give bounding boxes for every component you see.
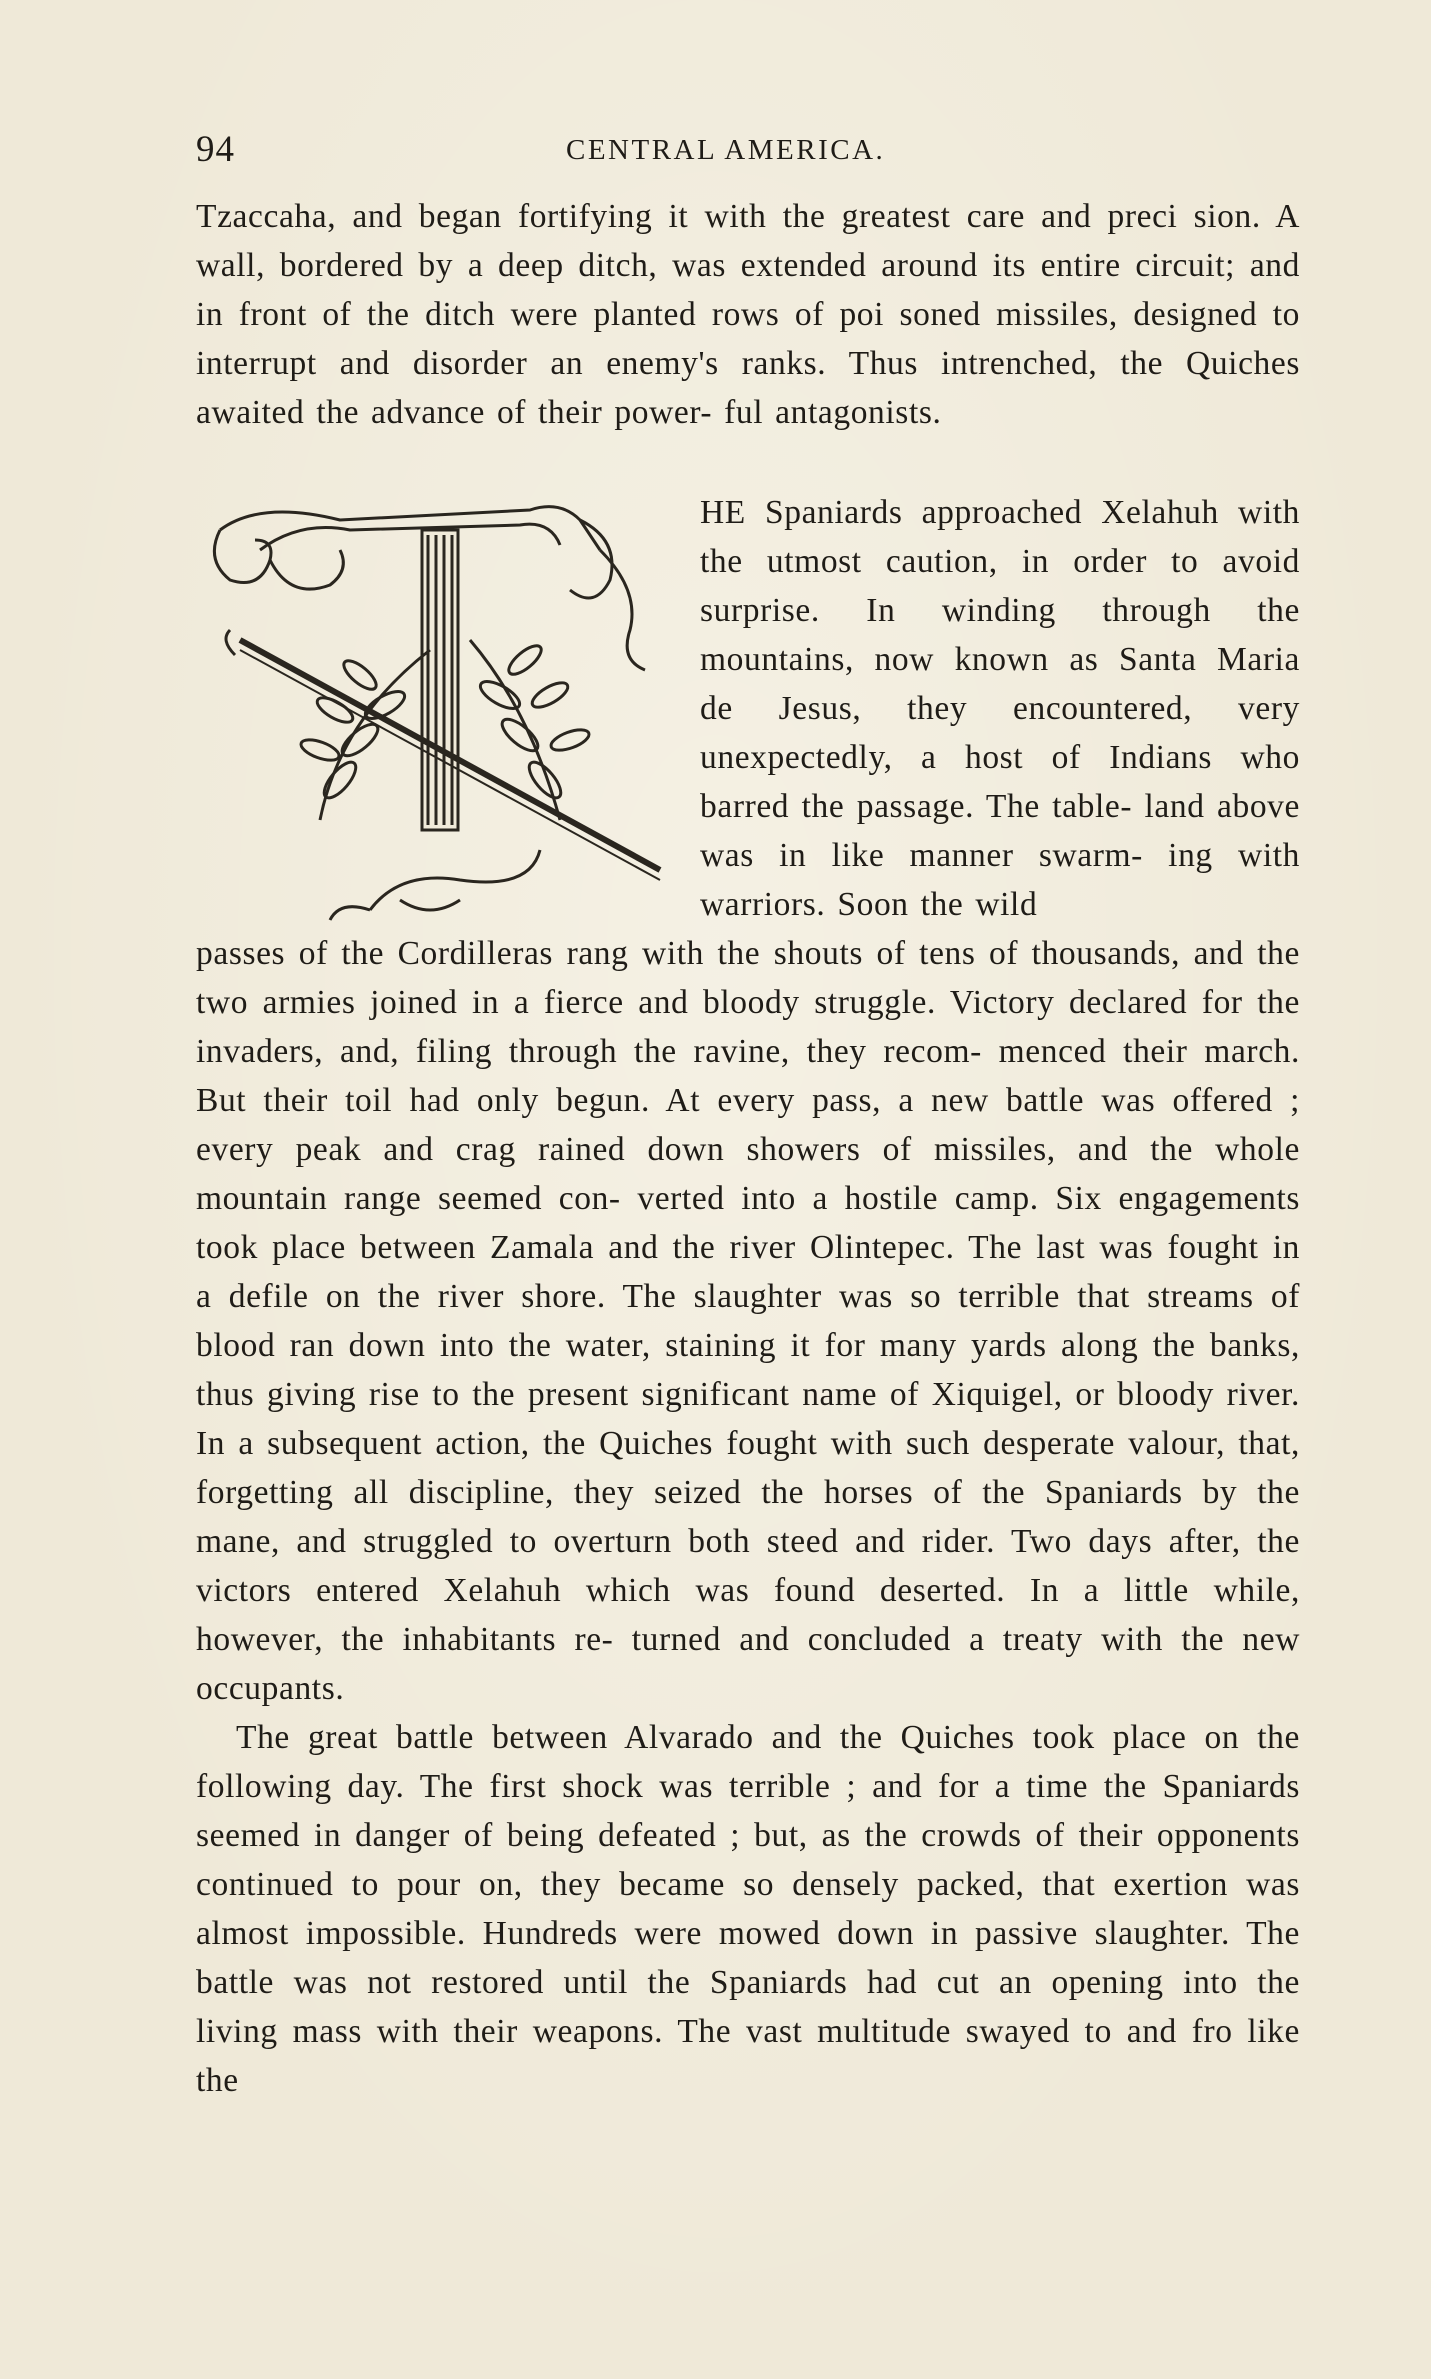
paragraph-beside-initial [700, 488, 1300, 929]
main-text [196, 929, 1300, 2105]
page-header [196, 128, 1306, 178]
main-paragraph-2: The great battle between Alvarado and the Quiches took place on the following day. The first shock was terrible ; and for a time the Spaniards seemed in danger of being defeated ; but, as the crowds of their opponents continued to pour on, they became so densely packed, that exertion was almost impossible. Hundreds were mowed down in passive slaughter. The battle was not restored until the Spaniards had cut an opening into the living mass with their weapons. The vast multitude swayed to and fro like the [196, 1719, 1300, 2099]
drop-cap-illustration [200, 490, 700, 930]
main-paragraph-1: passes of the Cordilleras rang with the shouts of tens of thousands, and the two armies joined in a fierce and bloody struggle. Victory declared for the invaders, and, filing through the ravine, they recom- menced their march. But their toil had only begun. At every pass, a new battle was offered ; every peak and crag rained down showers of missiles, and the whole mountain range seemed con- verted into a hostile camp. Six engagements took place between Zamala and the river Olintepec. The last was fought in a defile on the river shore. The slaughter was so terrible that streams of blood ran down into the water, staining it for many yards along the banks, thus giving rise to the present significant name of Xiquigel, or bloody river. In a subsequent action, the Quiches fought with such desperate valour, that, forgetting all discipline, they seized the horses of the Spaniards by the mane, and struggled to overturn both steed and rider. Two days after, the victors entered Xelahuh which was found deserted. In a little while, however, the inhabitants re- turned and concluded a treaty with the new occupants. [196, 935, 1300, 1707]
top-paragraph [196, 192, 1300, 437]
ornamental-initial-t-icon [200, 490, 700, 930]
running-head: CENTRAL AMERICA. [566, 134, 886, 166]
top-paragraph-text: Tzaccaha, and began fortifying it with the greatest care and preci sion. A wall, bordered by a deep ditch, was extended around its entire circuit; and in front of the ditch were planted rows of poi soned missiles, designed to interrupt and disorder an enemy's ranks. Thus intrenched, the Quiches awaited the advance of their power- ful antagonists. [196, 198, 1300, 431]
page-number: 94 [196, 129, 235, 170]
paragraph-beside-initial-text: HE Spaniards approached Xelahuh with the utmost caution, in order to avoid surprise. In winding through the mountains, now known as Santa Maria de Jesus, they encountered, very unexpectedly, a host of Indians who barred the passage. The table- land above was in like manner swarm- ing with warriors. Soon the wild [700, 494, 1300, 923]
